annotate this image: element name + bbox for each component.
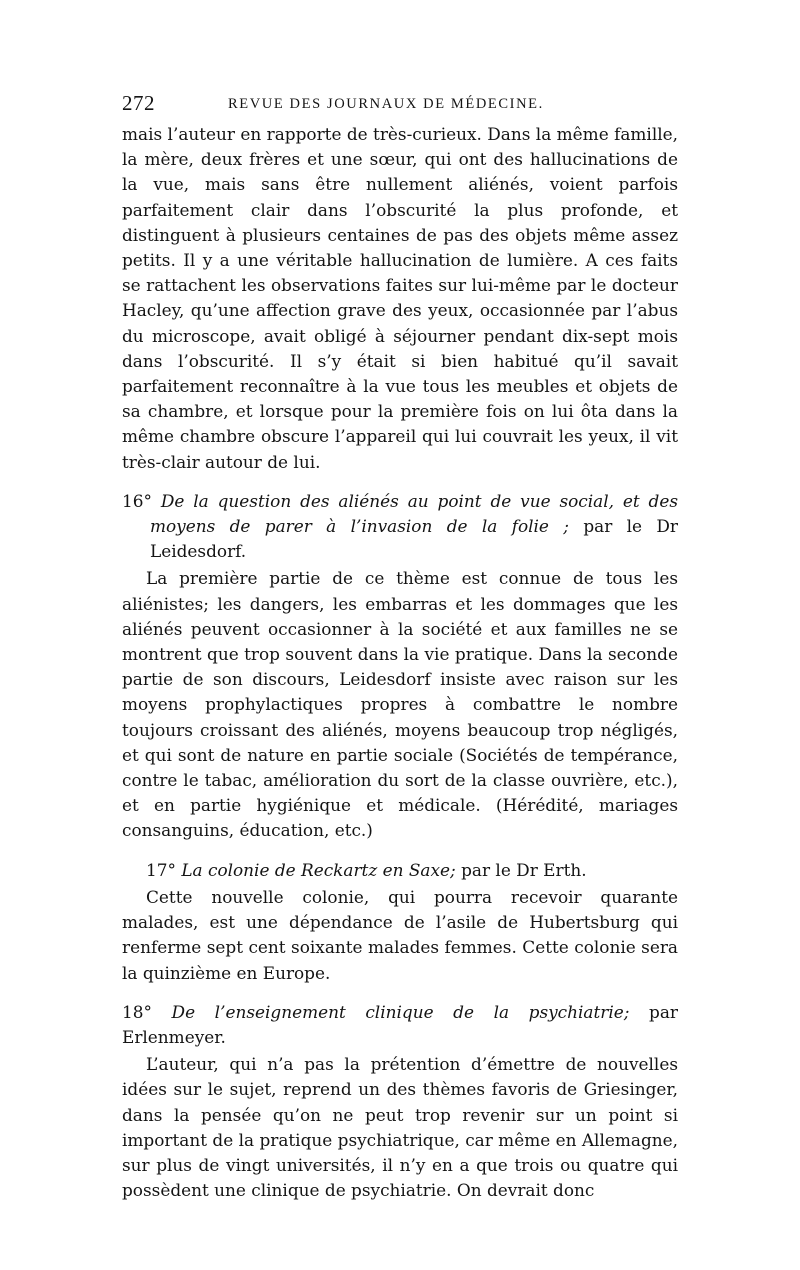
section-heading-18 <box>122 1000 678 1050</box>
section-title-18: De l’enseignement clinique de la psychiatrie; <box>171 1001 630 1022</box>
section-number-18: 18° <box>122 1001 152 1022</box>
section-author-17: par le Dr Erth. <box>461 859 587 880</box>
section-number-16: 16° <box>122 490 152 511</box>
running-header <box>122 88 678 122</box>
section-heading-16 <box>122 489 678 565</box>
section-heading-17 <box>122 858 678 883</box>
section-author-18: par Erlenmeyer. <box>122 1001 678 1047</box>
journal-title: REVUE DES JOURNAUX DE MÉDECINE. <box>228 96 544 112</box>
section-title-17: La colonie de Reckartz en Saxe; <box>181 859 456 880</box>
book-page <box>122 88 678 1203</box>
page-number: 272 <box>122 91 155 115</box>
paragraph-16: La première partie de ce thème est connue de tous les aliénistes; les dangers, les embarras et les dommages que les aliénés peuvent occasionner à la société et aux familles ne se montrent que trop souvent dans la vie pratique. Dans la seconde partie de son discours, Leidesdorf insiste avec raison sur les moyens prophylactiques propres à combattre le nombre toujours croissant des aliénés, moyens beaucoup trop négligés, et qui sont de nature en partie sociale (Sociétés de tempérance, contre le tabac, amélioration du sort de la classe ouvrière, etc.), et en partie hygiénique et médicale. (Hérédité, mariages consanguins, éducation, etc.) <box>122 568 678 841</box>
paragraph-intro: mais l’auteur en rapporte de très-curieux. Dans la même famille, la mère, deux frères et une sœur, qui ont des hallucinations de la vue, mais sans être nullement aliénés, voient parfois parfaitement clair dans l’obscurité la plus profonde, et distinguent à plusieurs centaines de pas des objets même assez petits. Il y a une véritable hallucination de lumière. A ces faits se rattachent les observations faites sur lui-même par le docteur Hacley, qu’une affection grave des yeux, occasionnée par l’abus du microscope, avait obligé à séjourner pendant dix-sept mois dans l’obscurité. Il s’y était si bien habitué qu’il savait parfaitement reconnaître à la vue tous les meubles et objets de sa chambre, et lorsque pour la première fois on lui ôta dans la même chambre obscure l’appareil qui lui couvrait les yeux, il vit très-clair autour de lui. <box>122 124 678 472</box>
paragraph-17: Cette nouvelle colonie, qui pourra recevoir quarante malades, est une dépendance de l’asile de Hubertsburg qui renferme sept cent soixante malades femmes. Cette colonie sera la quinzième en Europe. <box>122 886 678 983</box>
section-number-17: 17° <box>146 859 176 880</box>
section-title-16: De la question des aliénés au point de vue social, et des moyens de parer à l’invasion de la folie ; <box>150 490 679 537</box>
section-author-16: par le Dr Leidesdorf. <box>150 516 678 562</box>
paragraph-18: L’auteur, qui n’a pas la prétention d’émettre de nouvelles idées sur le sujet, reprend un des thèmes favoris de Griesinger, dans la pensée qu’on ne peut trop revenir sur un point si important de la pratique psychiatrique, car même en Allemagne, sur plus de vingt universités, il n’y en a que trois ou quatre qui possèdent une clinique de psychiatrie. On devrait donc <box>122 1054 678 1201</box>
